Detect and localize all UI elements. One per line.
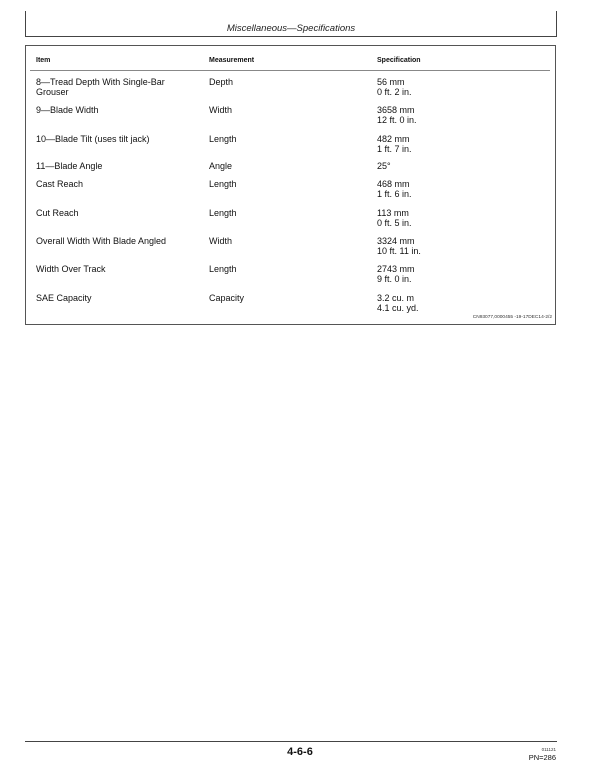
pn-label: PN=286 [528, 753, 556, 762]
table-row-specification: 482 mm 1 ft. 7 in. [377, 134, 412, 154]
table-row-specification: 3658 mm 12 ft. 0 in. [377, 105, 417, 125]
table-row-item: 8—Tread Depth With Single-Bar Grouser [36, 77, 165, 97]
document-reference: CN93077,0000455 -19-17DEC14-2/2 [472, 315, 552, 320]
table-row-item: 10—Blade Tilt (uses tilt jack) [36, 134, 150, 144]
footer-rule [25, 741, 557, 742]
header-bottom-rule [25, 36, 557, 37]
table-row-specification: 3324 mm 10 ft. 11 in. [377, 236, 421, 256]
table-row-specification: 468 mm 1 ft. 6 in. [377, 179, 412, 199]
page-number: 4-6-6 [287, 746, 313, 758]
table-row-measurement: Length [209, 134, 237, 144]
table-row-measurement: Length [209, 264, 237, 274]
table-row-item: Overall Width With Blade Angled [36, 236, 167, 246]
column-header-item: Item [36, 57, 51, 64]
table-row-measurement: Length [209, 208, 237, 218]
column-header-measurement: Measurement [209, 57, 255, 64]
table-row-specification: 113 mm 0 ft. 5 in. [377, 208, 412, 228]
table-row-specification: 2743 mm 9 ft. 0 in. [377, 264, 415, 284]
table-row-specification: 56 mm 0 ft. 2 in. [377, 77, 412, 97]
table-row-item: Width Over Track [36, 264, 106, 274]
table-row-item: Cut Reach [36, 208, 79, 218]
table-row-item: Cast Reach [36, 179, 84, 189]
table-row-specification: 25° [377, 161, 391, 171]
table-row-measurement: Width [209, 236, 233, 246]
table-row-measurement: Angle [209, 161, 233, 171]
footer-code: 011121 [541, 747, 556, 752]
table-row-item: 9—Blade Width [36, 105, 99, 115]
table-row-measurement: Depth [209, 77, 234, 87]
table-row-item: SAE Capacity [36, 293, 92, 303]
table-row-measurement: Capacity [209, 293, 245, 303]
table-row-item: 11—Blade Angle [36, 161, 103, 171]
column-header-specification: Specification [377, 57, 421, 64]
table-row-specification: 3.2 cu. m 4.1 cu. yd. [377, 293, 419, 313]
column-header-rule [30, 70, 550, 71]
table-row-measurement: Width [209, 105, 233, 115]
section-title: Miscellaneous—Specifications [226, 23, 356, 34]
table-row-measurement: Length [209, 179, 237, 189]
